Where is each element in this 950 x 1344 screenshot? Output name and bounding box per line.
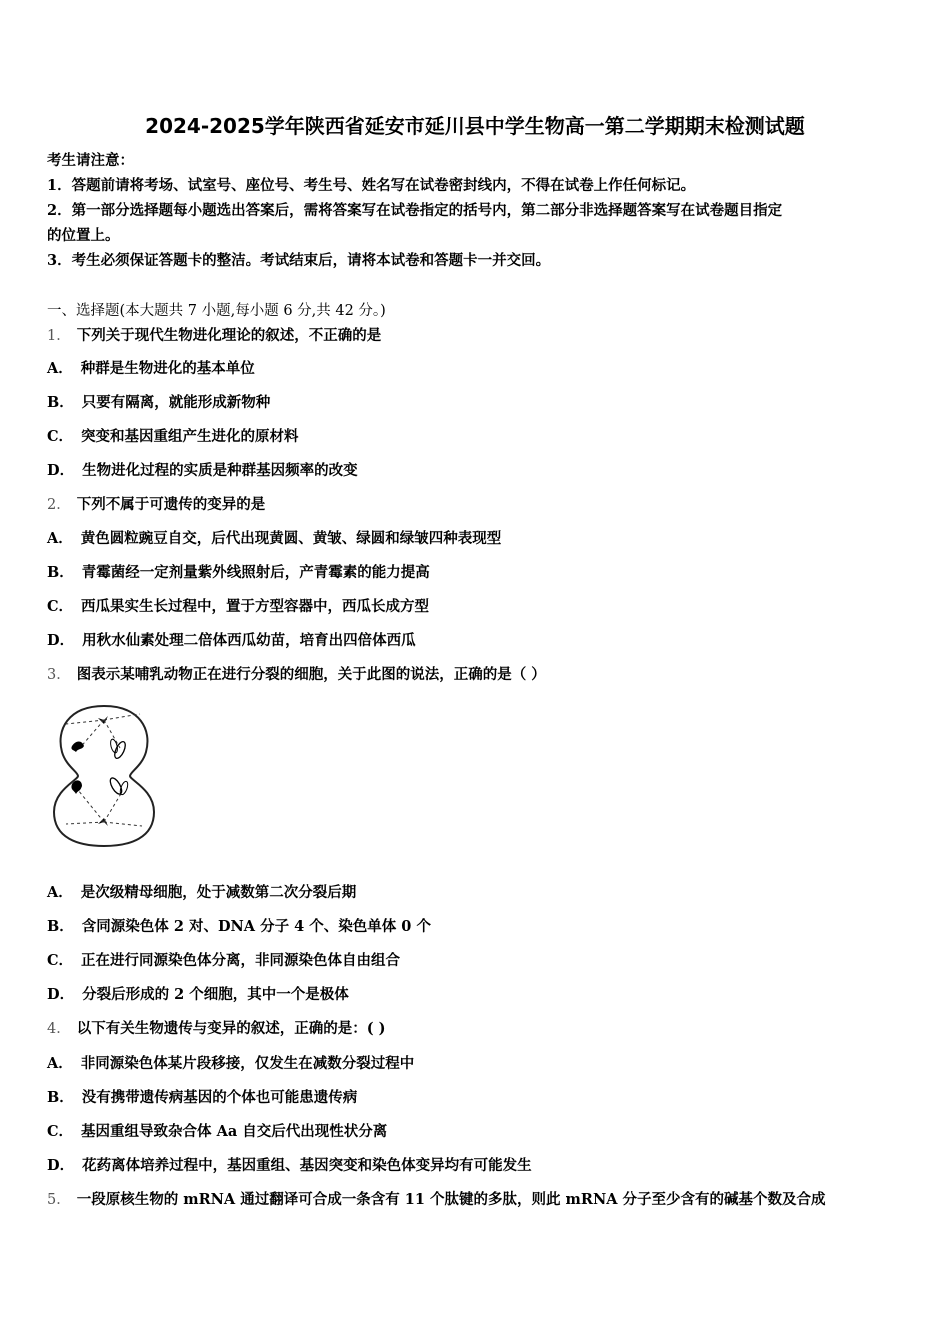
option-text: 含同源染色体 2 对、DNA 分子 4 个、染色单体 0 个: [81, 918, 431, 935]
option-letter: A．: [47, 530, 73, 547]
question-1-option-d: [47, 461, 907, 481]
question-1-option-a: [47, 359, 907, 379]
question-number: 4．: [47, 1021, 71, 1037]
option-letter: C．: [47, 952, 74, 969]
notice-heading: 考生请注意：: [47, 152, 134, 169]
option-text: 只要有隔离，就能形成新物种: [81, 394, 271, 411]
notice-item-2: 2．第一部分选择题每小题选出答案后，需将答案写在试卷指定的括号内，第二部分非选择题答案写在试卷题目指定: [47, 202, 783, 219]
option-text: 花药离体培养过程中，基因重组、基因突变和染色体变异均有可能发生: [82, 1157, 532, 1174]
section-heading: 一、选择题(本大题共 7 小题,每小题 6 分,共 42 分。): [47, 303, 386, 319]
chromosome-bottom-hollow-2: [119, 780, 129, 795]
chromosome-top-filled: [71, 742, 84, 753]
question-4-option-b: [47, 1088, 907, 1108]
question-number: 2．: [47, 497, 71, 513]
question-1-option-c: [47, 427, 907, 447]
option-text: 青霉菌经一定剂量紫外线照射后，产青霉素的能力提高: [81, 564, 430, 581]
option-text: 正在进行同源染色体分离，非同源染色体自由组合: [81, 952, 401, 969]
option-text: 没有携带遗传病基因的个体也可能患遗传病: [81, 1089, 358, 1106]
chromosome-top-hollow-2: [109, 738, 118, 753]
dividing-cell-figure: [48, 700, 160, 850]
notice-item-2-continued: 的位置上。: [47, 227, 120, 244]
option-text: 是次级精母细胞，处于减数第二次分裂后期: [80, 884, 357, 901]
question-number: 5．: [47, 1192, 71, 1208]
question-2-option-b: [47, 563, 907, 583]
question-text: 以下有关生物遗传与变异的叙述，正确的是：( ): [76, 1020, 386, 1037]
option-text: 突变和基因重组产生进化的原材料: [81, 428, 299, 445]
option-text: 生物进化过程的实质是种群基因频率的改变: [82, 462, 358, 479]
option-text: 西瓜果实生长过程中，置于方型容器中，西瓜长成方型: [81, 598, 430, 615]
option-letter: C．: [47, 598, 74, 615]
question-text: 一段原核生物的 mRNA 通过翻译可合成一条含有 11 个肽键的多肽，则此 mRNA 分子至少含有的碱基个数及合成: [76, 1191, 826, 1208]
option-letter: D．: [47, 1157, 75, 1174]
option-letter: B．: [47, 564, 74, 581]
chromosome-top-hollow: [113, 740, 128, 760]
question-text: 下列关于现代生物进化理论的叙述，不正确的是: [76, 327, 382, 344]
notice-item-1: 1．答题前请将考场、试室号、座位号、考生号、姓名写在试卷密封线内，不得在试卷上作任何标记。: [47, 177, 696, 194]
option-text: 分裂后形成的 2 个细胞，其中一个是极体: [82, 986, 349, 1003]
option-letter: B．: [47, 394, 74, 411]
question-1-stem: [47, 326, 907, 346]
option-text: 种群是生物进化的基本单位: [80, 360, 255, 377]
option-text: 黄色圆粒豌豆自交，后代出现黄圆、黄皱、绿圆和绿皱四种表现型: [80, 530, 502, 547]
option-text: 非同源染色体某片段移接，仅发生在减数分裂过程中: [80, 1055, 415, 1072]
question-text: 图表示某哺乳动物正在进行分裂的细胞，关于此图的说法，正确的是（ ）: [76, 666, 546, 683]
question-4-option-d: [47, 1156, 907, 1176]
option-letter: C．: [47, 428, 74, 445]
question-2-option-d: [47, 631, 907, 651]
option-text: 用秋水仙素处理二倍体西瓜幼苗，培育出四倍体西瓜: [82, 632, 416, 649]
question-text: 下列不属于可遗传的变异的是: [76, 496, 266, 513]
question-4-option-a: [47, 1054, 907, 1074]
option-letter: A．: [47, 1055, 73, 1072]
page-title: 2024-2025学年陕西省延安市延川县中学生物高一第二学期期末检测试题: [145, 114, 805, 138]
question-1-option-b: [47, 393, 907, 413]
question-4-option-c: [47, 1122, 907, 1142]
cell-membrane: [54, 706, 154, 846]
question-3-option-b: [47, 917, 907, 937]
question-number: 3．: [47, 667, 71, 683]
notice-item-3: 3．考生必须保证答题卡的整洁。考试结束后，请将本试卷和答题卡一并交回。: [47, 252, 551, 269]
question-3-stem: [47, 665, 907, 685]
question-3-option-c: [47, 951, 907, 971]
option-letter: C．: [47, 1123, 74, 1140]
option-letter: B．: [47, 1089, 74, 1106]
question-3-option-d: [47, 985, 907, 1005]
question-5-stem: [47, 1190, 907, 1210]
question-2-stem: [47, 495, 907, 515]
question-2-option-c: [47, 597, 907, 617]
option-letter: D．: [47, 462, 75, 479]
question-number: 1．: [47, 328, 71, 344]
option-letter: D．: [47, 632, 75, 649]
option-letter: A．: [47, 884, 73, 901]
option-text: 基因重组导致杂合体 Aa 自交后代出现性状分离: [81, 1123, 388, 1140]
question-4-stem: [47, 1019, 907, 1039]
spindle-fibers: [66, 714, 142, 826]
option-letter: A．: [47, 360, 73, 377]
question-2-option-a: [47, 529, 907, 549]
question-3-option-a: [47, 883, 907, 903]
option-letter: B．: [47, 918, 74, 935]
option-letter: D．: [47, 986, 75, 1003]
